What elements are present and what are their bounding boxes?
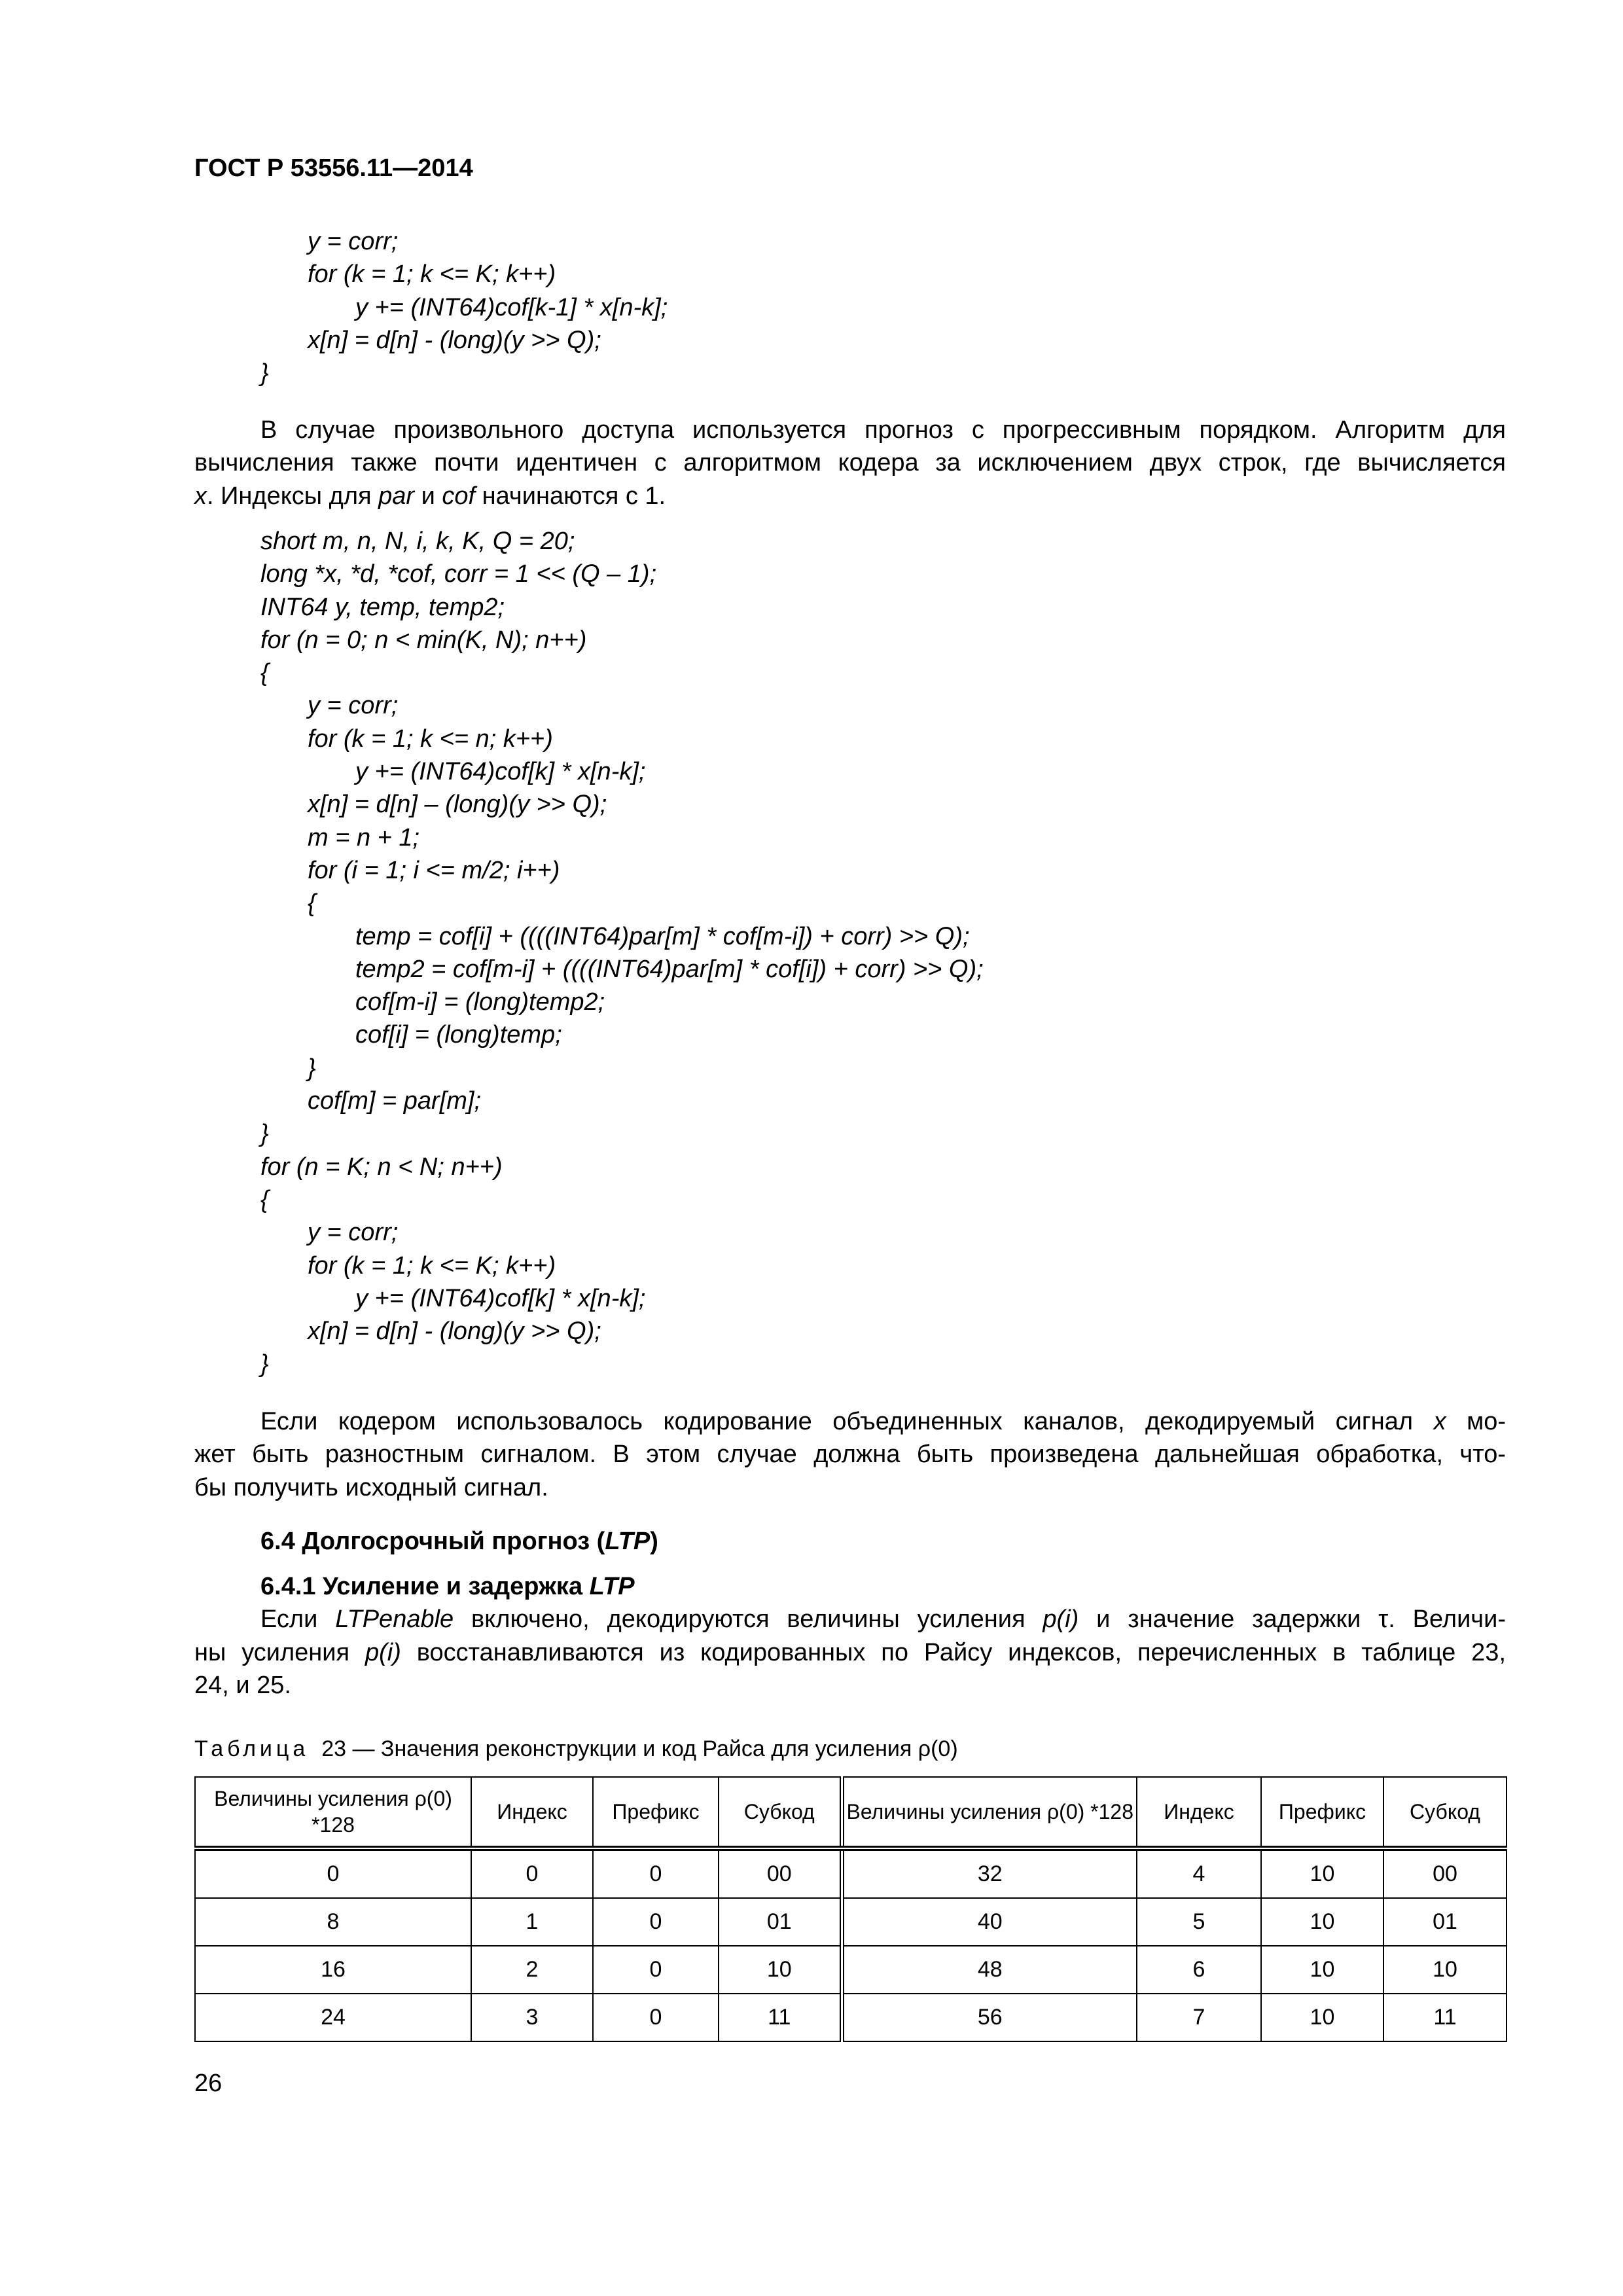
text-segment: восстанавливаются из кодированных по Райсу индексов, перечисленных в таблице 23, [401, 1638, 1506, 1666]
paragraph-line [194, 446, 1506, 479]
rice-code-table [194, 1776, 1507, 2042]
paragraph-line [194, 1471, 1506, 1504]
text-segment: и значение задержки τ. Величи- [1079, 1605, 1506, 1634]
text-segment: p(i) [1043, 1605, 1079, 1634]
code-line: temp = cof[i] + ((((INT64)par[m] * cof[m-i]) + corr) >> Q); [355, 922, 970, 950]
paragraph-line [194, 414, 1506, 446]
code-line: for (i = 1; i <= m/2; i++) [308, 856, 560, 884]
text-segment: LTP [605, 1528, 651, 1555]
table-cell: 00 [719, 1848, 842, 1898]
table-cell: 0 [471, 1848, 593, 1898]
table-header-cell: Величины усиления ρ(0) *128 [195, 1777, 471, 1848]
code-line: y = corr; [308, 692, 399, 720]
text-segment: 6.4.1 Усиление и задержка [260, 1573, 590, 1600]
table-cell: 6 [1137, 1946, 1261, 1994]
paragraph-random-access [194, 414, 1506, 512]
table-cell: 0 [593, 1848, 719, 1898]
code-line: for (n = 0; n < min(K, N); n++) [260, 626, 587, 654]
table-cell: 01 [1383, 1898, 1507, 1946]
table-cell: 2 [471, 1946, 593, 1994]
code-block-2 [194, 525, 1506, 1381]
code-line: y += (INT64)cof[k] * x[n-k]; [355, 1284, 646, 1312]
code-line: x[n] = d[n] - (long)(y >> Q); [308, 1318, 601, 1346]
code-line: { [260, 1185, 269, 1213]
paragraph-ltp-gain [194, 1603, 1506, 1702]
table-cell: 16 [195, 1946, 471, 1994]
table-cell: 10 [719, 1946, 842, 1994]
table-cell: 10 [1261, 1946, 1383, 1994]
code-line: { [308, 889, 316, 918]
paragraph-line [194, 1603, 1506, 1636]
code-line: x[n] = d[n] - (long)(y >> Q); [308, 326, 601, 354]
paragraph-line [194, 1438, 1506, 1471]
table-cell: 8 [195, 1898, 471, 1946]
code-line: cof[m-i] = (long)temp2; [355, 988, 605, 1016]
section-heading-6-4-1 [194, 1570, 1506, 1603]
table-cell: 3 [471, 1994, 593, 2041]
code-line: for (k = 1; k <= K; k++) [308, 260, 556, 289]
text-segment: p(i) [365, 1638, 401, 1666]
text-segment: Если кодером использовалось кодирование объединенных каналов, декодируемый сигнал [260, 1408, 1434, 1435]
code-line: y += (INT64)cof[k-1] * x[n-k]; [355, 293, 668, 321]
code-line: y += (INT64)cof[k] * x[n-k]; [355, 758, 646, 786]
table-header-cell: Индекс [471, 1777, 593, 1848]
text-segment: par [378, 482, 415, 510]
code-line: for (n = K; n < N; n++) [260, 1153, 503, 1181]
table-cell: 4 [1137, 1848, 1261, 1898]
table-row [195, 1994, 1507, 2041]
table-header-cell: Субкод [719, 1777, 842, 1848]
document-header: ГОСТ Р 53556.11—2014 [194, 154, 473, 182]
code-line: y = corr; [308, 1219, 399, 1247]
text-segment: и [414, 482, 442, 510]
table-cell: 0 [593, 1898, 719, 1946]
table-cell: 0 [593, 1994, 719, 2041]
paragraph-joint-channels [194, 1405, 1506, 1504]
text-segment: мо- [1446, 1408, 1506, 1435]
table-row [195, 1898, 1507, 1946]
table-cell: 1 [471, 1898, 593, 1946]
table-cell: 24 [195, 1994, 471, 2041]
text-segment: ны усиления [194, 1638, 365, 1666]
table-cell: 48 [842, 1946, 1137, 1994]
code-line: cof[m] = par[m]; [308, 1087, 482, 1115]
table-cell: 11 [719, 1994, 842, 2041]
code-line: cof[i] = (long)temp; [355, 1021, 562, 1049]
code-line: { [260, 659, 269, 687]
paragraph-line [194, 1405, 1506, 1438]
text-segment: LTPenable [335, 1605, 454, 1634]
paragraph-line [194, 1636, 1506, 1669]
code-line: } [260, 1120, 269, 1148]
table-header-cell: Префикс [593, 1777, 719, 1848]
text-segment: жет быть разностным сигналом. В этом случае должна быть произведена дальнейшая обработка, что- [194, 1441, 1506, 1469]
table-cell: 7 [1137, 1994, 1261, 2041]
table-cell: 0 [195, 1848, 471, 1898]
code-line: short m, n, N, i, k, K, Q = 20; [260, 528, 575, 555]
paragraph-line [194, 1669, 1506, 1702]
text-segment: начинаются с 1. [475, 482, 666, 510]
table-header-cell: Префикс [1261, 1777, 1383, 1848]
section-heading-6-4 [194, 1525, 1572, 1558]
text-segment: 24, и 25. [194, 1671, 291, 1699]
table-row [195, 1946, 1507, 1994]
table-cell: 0 [593, 1946, 719, 1994]
table-cell: 40 [842, 1898, 1137, 1946]
paragraph-line [194, 480, 1506, 512]
table-cell: 10 [1261, 1898, 1383, 1946]
text-segment: ) [650, 1528, 658, 1555]
table-cell: 10 [1383, 1946, 1507, 1994]
code-line: x[n] = d[n] – (long)(y >> Q); [308, 791, 607, 819]
table-cell: 01 [719, 1898, 842, 1946]
code-line: temp2 = cof[m-i] + ((((INT64)par[m] * cof[i]) + corr) >> Q); [355, 955, 984, 983]
text-segment: вычисления также почти идентичен с алгоритмом кодера за исключением двух строк, где вычисляется [194, 449, 1506, 477]
table-cell: 56 [842, 1994, 1137, 2041]
code-line: long *x, *d, *cof, corr = 1 << (Q – 1); [260, 560, 657, 588]
text-segment: 6.4 Долгосрочный прогноз ( [260, 1528, 605, 1555]
section-6-4-1 [194, 1570, 1506, 1702]
code-line: for (k = 1; k <= n; k++) [308, 725, 553, 753]
table-row [195, 1848, 1507, 1898]
text-segment: x [1433, 1408, 1446, 1435]
table-cell: 10 [1261, 1848, 1383, 1898]
text-segment: cof [442, 482, 476, 510]
code-line: INT64 y, temp, temp2; [260, 593, 505, 621]
code-line: m = n + 1; [308, 823, 420, 852]
table-cell: 11 [1383, 1994, 1507, 2041]
table-header-cell: Величины усиления ρ(0) *128 [842, 1777, 1137, 1848]
text-segment: Если [260, 1605, 336, 1634]
text-segment: бы получить исходный сигнал. [194, 1473, 548, 1501]
table-header-cell: Индекс [1137, 1777, 1261, 1848]
table-cell: 10 [1261, 1994, 1383, 2041]
text-segment: . Индексы для [207, 482, 379, 510]
table-caption-label: Таблица [194, 1736, 310, 1761]
code-block-1 [194, 225, 1506, 389]
text-segment: включено, декодируются величины усиления [454, 1605, 1043, 1634]
table-cell: 00 [1383, 1848, 1507, 1898]
text-segment: LTP [589, 1573, 635, 1600]
text-segment: В случае произвольного доступа используется прогноз с прогрессивным порядком. Алгоритм для [260, 416, 1506, 444]
table-header-row [195, 1777, 1507, 1848]
code-line: } [308, 1054, 316, 1082]
page-number: 26 [194, 2070, 223, 2097]
code-line: for (k = 1; k <= K; k++) [308, 1251, 556, 1280]
table-header-cell: Субкод [1383, 1777, 1507, 1848]
table-caption [194, 1732, 1506, 1765]
code-line: y = corr; [308, 228, 399, 255]
text-segment: x [194, 482, 207, 510]
code-line: } [260, 1350, 269, 1378]
code-line: } [260, 359, 269, 387]
table-cell: 5 [1137, 1898, 1261, 1946]
table-cell: 32 [842, 1848, 1137, 1898]
table-caption-text: 23 — Значения реконструкции и код Райса для усиления ρ(0) [321, 1736, 958, 1761]
